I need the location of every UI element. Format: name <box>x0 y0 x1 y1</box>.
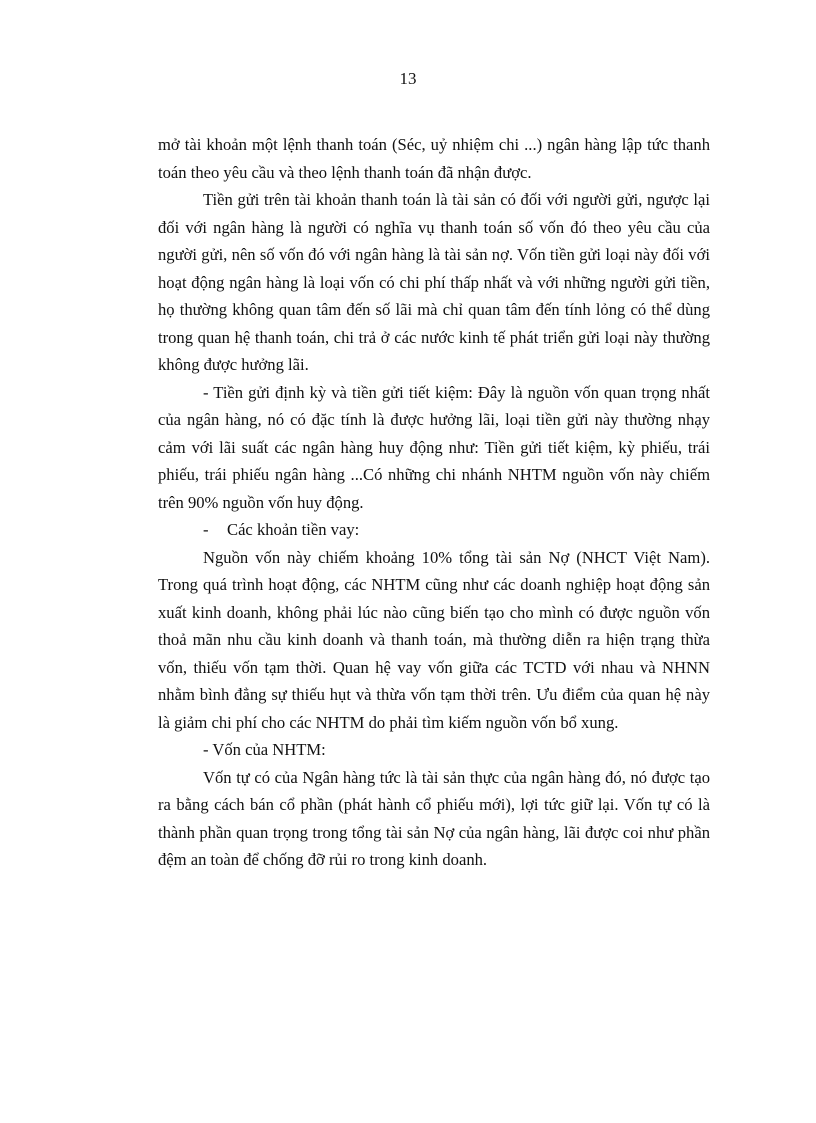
paragraph-payment-order-continuation: mở tài khoản một lệnh thanh toán (Séc, uỷ nhiệm chi ...) ngân hàng lập tức thanh toán theo yêu cầu và theo lệnh thanh toán đã nhận được. <box>158 135 710 182</box>
paragraph-borrowed-capital: Nguồn vốn này chiếm khoảng 10% tổng tài sản Nợ (NHCT Việt Nam). Trong quá trình hoạt động, các NHTM cũng như các doanh nghiệp hoạt động sản xuất kinh doanh, không phải lúc nào cũng biến tạo cho mình có được nguồn vốn thoả mãn nhu cầu kinh doanh và thanh toán, mà thường diễn ra hiện trạng thừa vốn, thiếu vốn tạm thời. Quan hệ vay vốn giữa các TCTD với nhau và NHNN nhằm bình đẳng sự thiếu hụt và thừa vốn tạm thời trên. Ưu điểm của quan hệ này là giảm chi phí cho các NHTM do phải tìm kiếm nguồn vốn bổ xung. <box>158 547 710 732</box>
page-number: 13 <box>399 69 417 88</box>
bullet-loans-text: Các khoản tiền vay: <box>227 520 360 539</box>
document-body <box>158 131 710 874</box>
paragraph-payment-account-deposits: Tiền gửi trên tài khoản thanh toán là tài sản có đối với người gửi, ngược lại đối với ngân hàng là người có nghĩa vụ thanh toán số vốn đó theo yêu cầu của người gửi, nên số vốn đó với ngân hàng là tài sản nợ. Vốn tiền gửi loại này đối với hoạt động ngân hàng là loại vốn có chi phí thấp nhất và với những người gửi tiền, họ thường không quan tâm đến số lãi mà chỉ quan tâm đến tính lỏng có thể dùng trong quan hệ thanh toán, chi trả ở các nước kinh tế phát triển gửi loại này thường không được hưởng lãi. <box>158 190 710 374</box>
bullet-dash: - <box>203 520 209 539</box>
heading-bank-capital: - Vốn của NHTM: <box>203 740 326 759</box>
bullet-loans <box>158 516 710 544</box>
paragraph-equity-capital: Vốn tự có của Ngân hàng tức là tài sản thực của ngân hàng đó, nó được tạo ra bằng cách bán cổ phần (phát hành cổ phiếu mới), lợi tức giữ lại. Vốn tự có là thành phần quan trọng trong tổng tài sản Nợ của ngân hàng, lãi được coi như phần đệm an toàn để chống đỡ rủi ro trong kinh doanh. <box>158 767 710 869</box>
paragraph-term-and-savings-deposits: - Tiền gửi định kỳ và tiền gửi tiết kiệm: Đây là nguồn vốn quan trọng nhất của ngân hàng, nó có đặc tính là được hưởng lãi, loại tiền gửi này thường nhạy cảm với lãi suất các ngân hàng huy động như: Tiền gửi tiết kiệm, kỳ phiếu, trái phiếu, trái phiếu ngân hàng ...Có những chi nhánh NHTM nguồn vốn này chiếm trên 90% nguồn vốn huy động. <box>158 382 710 512</box>
